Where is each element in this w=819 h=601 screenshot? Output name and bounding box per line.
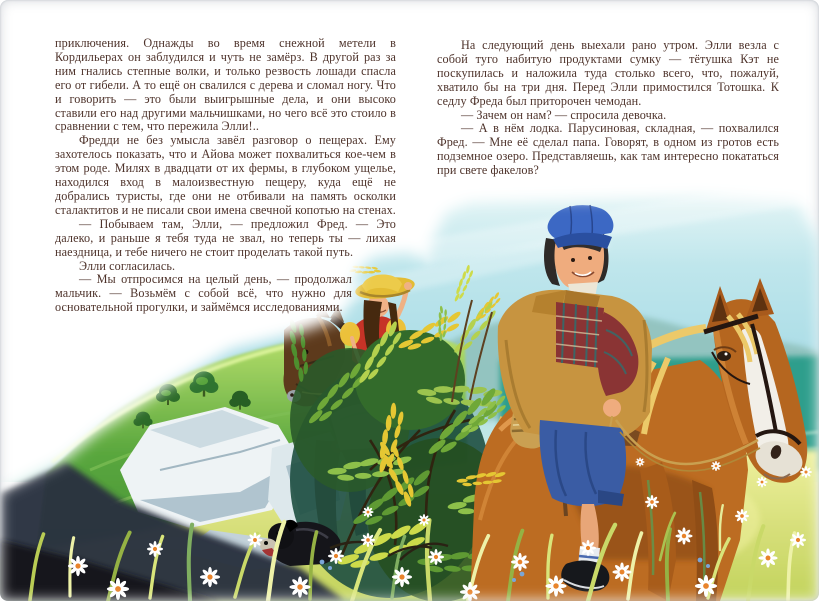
right-page-text <box>437 39 779 178</box>
paragraph: — Мы отпросимся на целый день, — продолжал мальчик. — Возьмём с собой всё, что нужно для основательной прогулки, и займёмся исследованиями. <box>55 273 396 315</box>
text-wrap-spacer <box>352 286 396 315</box>
paragraph: Элли согласилась. <box>79 258 176 273</box>
left-page-text <box>55 37 396 315</box>
text-wrap-spacer <box>384 273 396 286</box>
paragraph: На следующий день выехали рано утром. Элли везла с собой туго набитую продуктами сумку — тётушка Кэт не поскупилась и наложила туда столько всего, что, пожалуй, хватило бы на три дня. Перед Элли примостился Тотошка. К седлу Фреда был приторочен чемодан. <box>437 38 779 108</box>
paragraph: — Побываем там, Элли, — предложил Фред. — Это далеко, и раньше я тебя туда не звал, но теперь ты — лихая наездница, и тебе ничего не стоит проделать такой путь. <box>55 216 396 259</box>
paragraph: — А в нём лодка. Парусиновая, складная, — похвалился Фред. — Мне её сделал папа. Говорят, в одном из гротов есть подземное озеро. Представляешь, как там интересно покататься при свете факелов? <box>437 121 779 178</box>
paragraph: Фредди не без умысла завёл разговор о пещерах. Ему захотелось показать, что и Айова может похвалиться кое-чем в этом роде. Милях в двадцати от их фермы, в глубоком ущелье, находился вход в малоизвестную пещеру, куда ещё не добрались туристы, где они не отбивали на память осколки сталактитов и не писали свои имена свечной копотью на стенах. <box>55 133 396 217</box>
paragraph: — Зачем он нам? — спросила девочка. <box>461 107 667 122</box>
paragraph: приключения. Однажды во время снежной метели в Кордильерах он заблудился и чуть не замёрз. В другой раз за ним гнались степные волки, и только резвость лошади спасла его от гибели. А то ещё он свалился с дерева и сломал ногу. Что и говорить — это были выигрышные дела, и они высоко ставили его над другими мальчишками, но чего всё это стоило в сравнении с тем, что пережила Элли!.. <box>55 36 396 134</box>
